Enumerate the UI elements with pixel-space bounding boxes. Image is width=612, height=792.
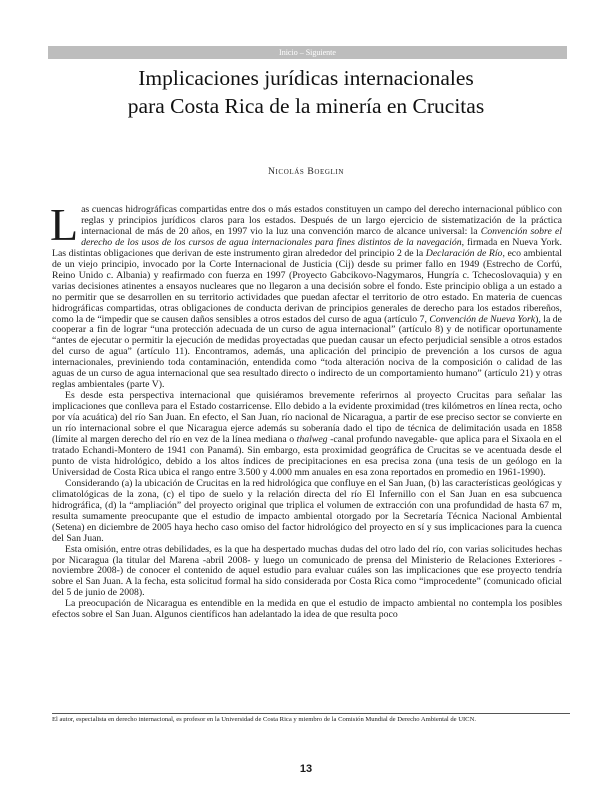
page-number: 13 — [299, 763, 313, 775]
title-line-1: Implicaciones jurídicas internacionales — [138, 66, 474, 90]
paragraph-2 — [52, 391, 562, 479]
drop-cap: L — [50, 199, 79, 250]
p2-text: Es desde esta perspectiva internacional que quisiéramos brevemente referirnos al proyecto Crucitas para señalar las implicaciones que conlleva para el Estado costarricense. Ello debido a la evidente proximidad (tres kilómetros en línea recta, ocho por vía acuática) del río San Juan. En efecto, el San Juan, río nacional de Nicaragua, a partir de ese preciso sector se convierte en un río internacional sobre el que Nicaragua ejerce además su soberanía dado el tipo de técnica de delimitación usada en 1858 (límite al margen derecho del río en vez de la línea mediana o — [52, 390, 562, 446]
inicio-link[interactable]: Inicio — [279, 48, 298, 57]
nav-separator: – — [297, 48, 306, 57]
article-body — [50, 199, 562, 621]
paragraph-3: Considerando (a) la ubicación de Crucitas en la red hidrológica que confluye en el San Juan, (b) las características geológicas y climatológicas de la zona, (c) el tipo de suelo y la relación directa del río El Infernillo con el San Juan en esa subcuenca hidrográfica, (d) la “ampliación” del proyecto original que triplica el volumen de extracción con una profundidad de hasta 67 m, resulta sumamente preocupante que el estudio de impacto ambiental otorgado por la Secretaría Técnica Nacional Ambiental (Setena) en diciembre de 2005 haya hecho caso omiso del factor hidrológico del proyecto en sí y sus implicaciones para la cuenca del San Juan. — [52, 477, 562, 544]
author-footnote: El autor, especialista en derecho internacional, es profesor en la Universidad de Costa Rica y miembro de la Comisión Mundial de Derecho Ambiental de UICN. — [52, 716, 476, 723]
p1-text-c: , firmada en Nueva York. Las distintas obligaciones que derivan de este instrumento giran alrededor del principio 2 de la — [52, 236, 562, 259]
p1-convention-title: Convención sobre el derecho de los usos de los cursos de agua internacionales para fines distintos de la navegación — [81, 225, 562, 248]
p1-declaration-title: Declaración de Río — [425, 247, 503, 259]
siguiente-link[interactable]: Siguiente — [305, 48, 336, 57]
p2-thalweg: thalweg — [296, 434, 328, 446]
paragraph-4: Esta omisión, entre otras debilidades, es la que ha despertado muchas dudas del otro lado del río, con varias solicitudes hechas por Nicaragua (la titular del Marena -abril 2008- y luego un comunicado de prensa del Ministerio de Relaciones Exteriores - noviembre 2008-) de conocer el contenido de aquel estudio para evaluar cuáles son las implicaciones que ese proyecto tendría sobre el San Juan. A la fecha, esta solicitud formal ha sido considerada por Costa Rica como “improcedente” (comunicado oficial del 5 de junio de 2008). — [52, 543, 562, 599]
article-title — [40, 64, 572, 120]
author-name: Nicolás Boeglin — [267, 166, 345, 177]
p2-text-rest: -canal profundo navegable- que aplica para el Sixaola en el tratado Echandi-Montero de 1941 con Panamá). Sin embargo, esta proximidad geográfica de Crucitas se ve acentuada desde el punto de vista hidrológico, debido a los altos índices de precipitaciones en esa precisa zona (una tesis de un geólogo en la Universidad de Costa Rica ubica el rango entre 3.500 y 4.000 mm anuales en esa zona reportados en promedio en 1961-1990). — [52, 434, 562, 478]
paragraph-1 — [50, 199, 562, 391]
p1-text-g: ), la de cooperar a fin de lograr “una protección adecuada de un curso de agua internacional” (artículo 8) y de notificar oportunamente “antes de ejecutar o permitir la ejecución de medidas proyectadas que puedan causar un efecto perjudicial sensible a otros estados del curso de agua” (artículo 11). Encontramos, además, una aplicación del principio de prevención a los cursos de agua internacionales, previniendo toda contaminación, entendida como “toda alteración nociva de la composición o calidad de las aguas de un curso de agua internacional que sea resultado directo o indirecto de un comportamiento humano” (artículo 21) y otras reglas ambientales (parte V). — [52, 313, 562, 391]
title-line-2: para Costa Rica de la minería en Crucitas — [127, 94, 485, 118]
p1-text-e: , eco ambiental de un viejo principio, invocado por la Corte Internacional de Justicia (Cij) desde su primer fallo en 1949 (Estrecho de Corfú, Reino Unido c. Albania) y reafirmado con fuerza en 1997 (Proyecto Gabcikovo-Nagymaros, Hungría c. Tchecoslovaquia) y en varias decisiones atinentes a ensayos nucleares que no llegaron a una decisión sobre el fondo. Este principio obliga a un estado a no permitir que se desarrollen en su territorio actividades que puedan afectar el territorio de otro estado. En materia de cuencas hidrográficas compartidas, otras obligaciones de conducta derivan de principios generales de derecho para los estados ribereños, como la de “impedir que se causen daños sensibles a otros estados del curso de agua (artículo 7, — [52, 247, 562, 325]
footnote-divider — [52, 713, 570, 714]
navigation-bar — [48, 46, 567, 59]
paragraph-5: La preocupación de Nicaragua es entendible en la medida en que el estudio de impacto ambiental no contempla los posibles efectos sobre el San Juan. Algunos científicos han adelantado la idea de que resulta poco — [52, 598, 562, 621]
p1-convention-ny: Convención de Nueva York — [429, 313, 536, 325]
p1-text-a: as cuencas hidrográficas compartidas entre dos o más estados constituyen un campo del derecho internacional público con reglas y principios jurídicos claros para los estados. Después de un largo ejercicio de sistematización de la práctica internacional de más de 20 años, en 1997 vio la luz una convención marco de alcance universal: la — [81, 204, 562, 237]
